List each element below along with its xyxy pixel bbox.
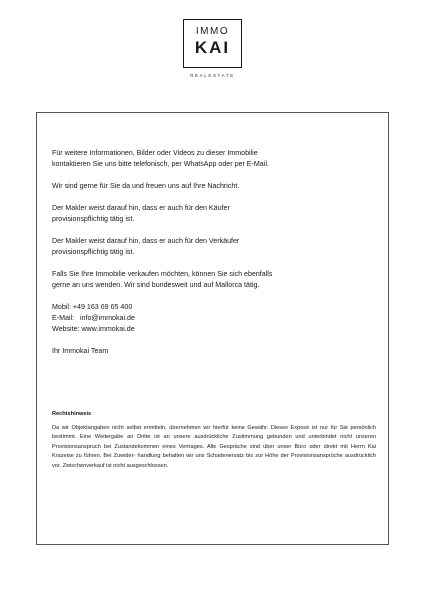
email-address: E-Mail: info@immokai.de — [52, 314, 135, 322]
info-paragraph — [52, 148, 377, 170]
sell-property-paragraph — [52, 269, 377, 291]
contact-info-section — [52, 148, 377, 368]
legal-notice-title: Rechtshinweis — [52, 411, 92, 417]
greeting-paragraph — [52, 181, 377, 192]
text-line: Der Makler weist darauf hin, dass er auch für den Verkäufer — [52, 237, 240, 245]
text-line: provisionspflichtig tätig ist. — [52, 215, 135, 223]
text-line: Der Makler weist darauf hin, dass er auch für den Käufer — [52, 204, 230, 212]
text-line: gerne an uns wenden. Wir sind bundesweit und auf Mallorca tätig. — [52, 281, 260, 289]
legal-notice-text: Da wir Objektangaben nicht selbst ermitteln, übernehmen wir hierfür keine Gewähr. Dieses Exposé ist nur für Sie persönlich bestimmt. Eine Weitergabe an Dritte ist an unsere ausdrückliche Zustimmung gebunden und unterbindet nicht unseren Provisionsanspruch bei Zustandekommen eines Vertrages. Alle Gespräche sind über unser Büro oder direkt mit Herrn Kai Krazeise zu führen. Bei Zuwider- handlung behalten wir uns Schadenersatz bis zur Höhe der Provisionsansprüche ausdrücklich vor. Zwischenverkauf ist nicht ausgeschlossen. — [52, 424, 376, 469]
contact-details — [52, 302, 377, 335]
mobile-number: Mobil: +49 163 69 65 400 — [52, 303, 133, 311]
buyer-commission-paragraph — [52, 203, 377, 225]
legal-notice — [52, 410, 376, 471]
text-line: provisionspflichtig tätig ist. — [52, 248, 135, 256]
signature — [52, 346, 377, 357]
logo-subtitle: REALESTATE — [190, 73, 235, 78]
signature-text: Ihr Immokai Team — [52, 347, 109, 355]
logo-text-kai: KAI — [194, 38, 231, 57]
text-line: Für weitere Informationen, Bilder oder Videos zu dieser Immobilie — [52, 149, 258, 157]
text-line: Wir sind gerne für Sie da und freuen uns auf Ihre Nachricht. — [52, 182, 240, 190]
company-logo — [183, 19, 242, 68]
website-address: Website: www.immokai.de — [52, 325, 135, 333]
text-line: Falls Sie Ihre Immobilie verkaufen möchten, können Sie sich ebenfalls — [52, 270, 273, 278]
text-line: kontaktieren Sie uns bitte telefonisch, per WhatsApp oder per E-Mail. — [52, 160, 269, 168]
logo-text-immo: IMMO — [195, 26, 230, 37]
seller-commission-paragraph — [52, 236, 377, 258]
